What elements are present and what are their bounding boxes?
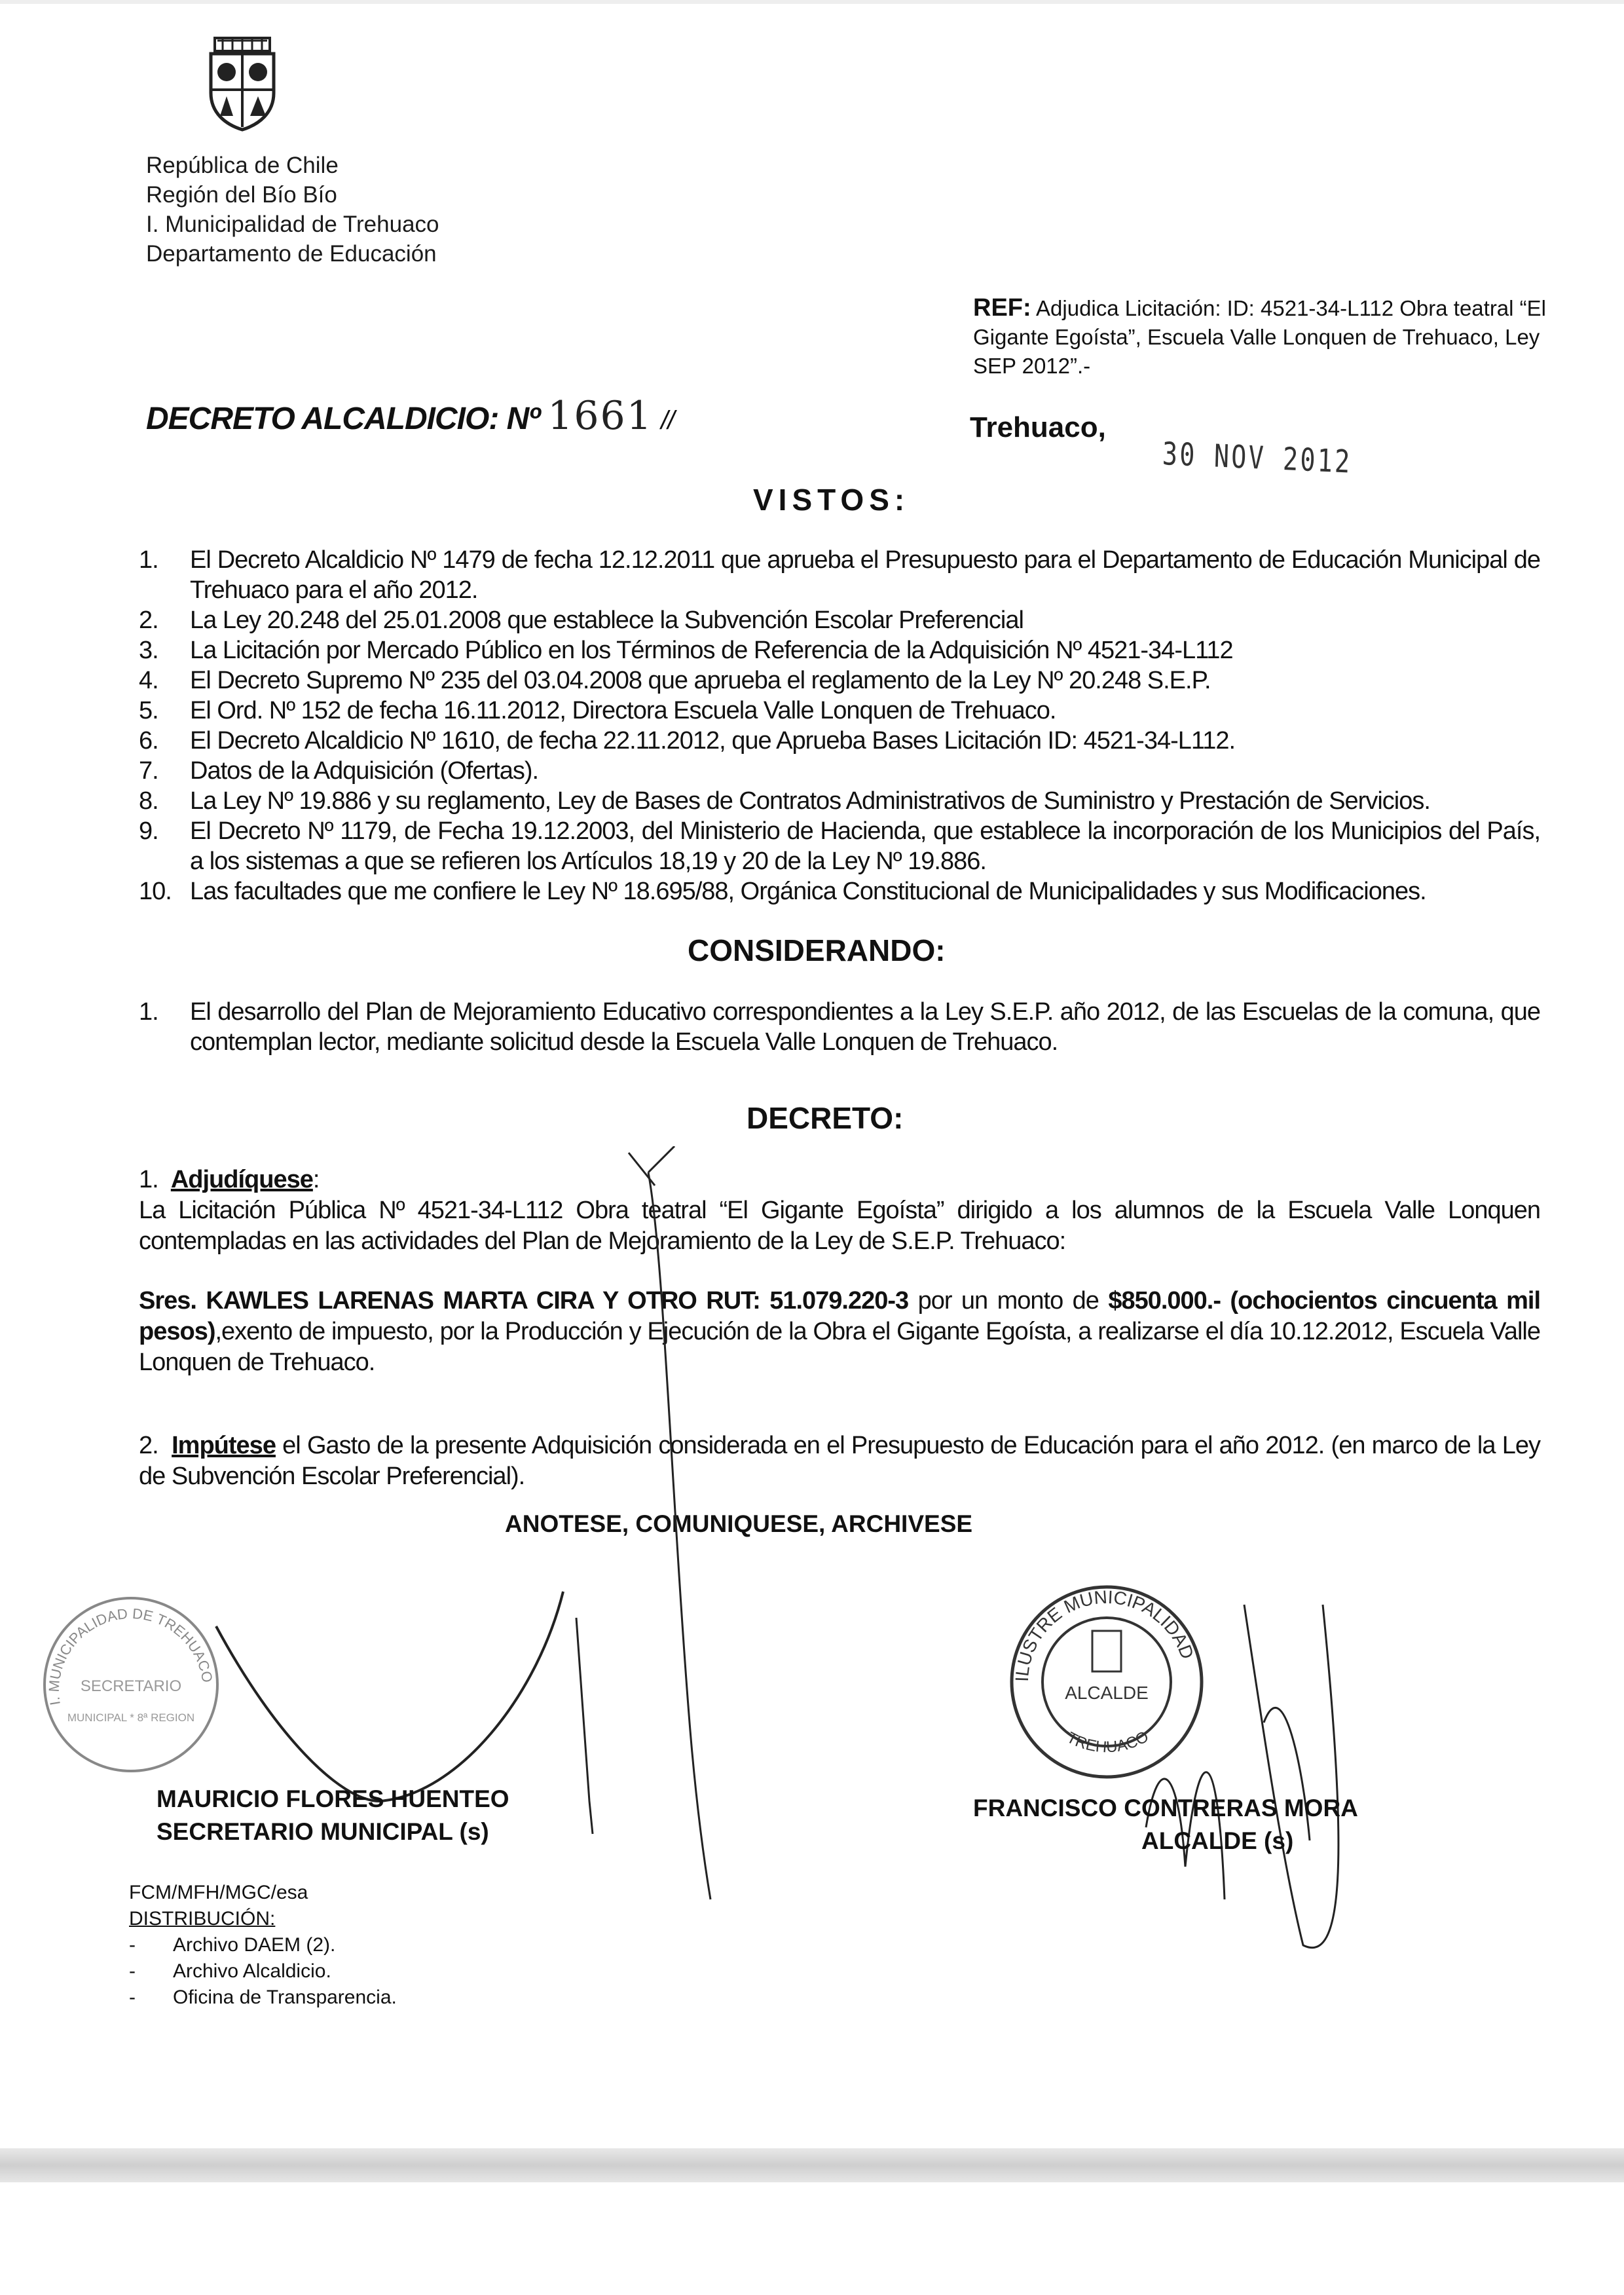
list-item (139, 696, 1540, 726)
article-body: La Licitación Pública Nº 4521-34-L112 Obra teatral “El Gigante Egoísta” dirigido a los alumnos de la Escuela Valle Lonquen contempladas en las actividades del Plan de Mejoramiento de la Ley de S.E.P. Trehuaco: (139, 1197, 1540, 1255)
item-text: La Licitación por Mercado Público en los Términos de Referencia de la Adquisición Nº 4521-34-L112 (190, 637, 1233, 664)
item-text: El desarrollo del Plan de Mejoramiento Educativo correspondientes a la Ley S.E.P. año 2012, de las Escuelas de la comuna, que contemplan lector, mediante solicitud desde la Escuela Valle Lonquen de Trehuaco. (190, 998, 1540, 1056)
svg-text:ILUSTRE MUNICIPALIDAD: ILUSTRE MUNICIPALIDAD (1011, 1586, 1198, 1683)
decree-number-handwritten: 1661 (547, 393, 653, 439)
scan-bottom-band (0, 2148, 1624, 2182)
item-number: 1. (139, 998, 158, 1026)
award-amount: $850.000.- (ochocientos cincuenta mil pesos) (139, 1287, 1540, 1345)
svg-text:SECRETARIO: SECRETARIO (80, 1677, 182, 1695)
scan-edge (0, 0, 1624, 4)
svg-text:I. MUNICIPALIDAD DE TREHUACO: I. MUNICIPALIDAD DE TREHUACO (45, 1605, 216, 1707)
list-item (139, 816, 1540, 876)
item-number: 7. (139, 757, 158, 785)
item-number: 4. (139, 667, 158, 694)
item-text: El Decreto Supremo Nº 235 del 03.04.2008 que aprueba el reglamento de la Ley Nº 20.248 S.E.P. (190, 667, 1211, 694)
item-number: 3. (139, 637, 158, 664)
city: Trehuaco, (970, 411, 1106, 443)
item-text: Datos de la Adquisición (Ofertas). (190, 757, 539, 785)
item-number: 1. (139, 546, 158, 574)
distribution-item: - Archivo DAEM (2). (129, 1934, 336, 1956)
list-item (139, 786, 1540, 816)
item-number: 2. (139, 606, 158, 634)
closing-formula: ANOTESE, COMUNIQUESE, ARCHIVESE (505, 1510, 973, 1537)
svg-text:ALCALDE: ALCALDE (1065, 1683, 1149, 1703)
item-number: 8. (139, 787, 158, 815)
distribution-item: - Oficina de Transparencia. (129, 1987, 397, 2008)
distribution-text: Oficina de Transparencia. (173, 1987, 397, 2008)
item-text: La Ley 20.248 del 25.01.2008 que establece la Subvención Escolar Preferencial (190, 606, 1024, 634)
header-line-country: República de Chile (146, 153, 339, 178)
initials: FCM/MFH/MGC/esa (129, 1882, 308, 1903)
item-text: La Ley Nº 19.886 y su reglamento, Ley de Bases de Contratos Administrativos de Suministro y Prestación de Servicios. (190, 787, 1430, 815)
article-colon: : (312, 1166, 320, 1193)
item-text: Las facultades que me confiere le Ley Nº 18.695/88, Orgánica Constitucional de Municipalidades y sus Modificaciones. (190, 878, 1426, 905)
item-number: 5. (139, 697, 158, 724)
item-number: 9. (139, 817, 158, 845)
distribution-text: Archivo Alcaldicio. (173, 1960, 331, 1982)
decree-suffix: // (661, 406, 674, 435)
mayor-role: ALCALDE (s) (1141, 1827, 1294, 1854)
secretary-name: MAURICIO FLORES HUENTEO (157, 1785, 509, 1812)
article-body: el Gasto de la presente Adquisición considerada en el Presupuesto de Educación para el año 2012. (en marco de la Ley de Subvención Escolar Preferencial). (139, 1432, 1540, 1490)
item-text: El Decreto Alcaldicio Nº 1610, de fecha 22.11.2012, que Aprueba Bases Licitación ID: 4521-34-L112. (190, 727, 1236, 755)
item-number: 10. (139, 878, 172, 905)
header-line-region: Región del Bío Bío (146, 182, 337, 208)
item-text: El Decreto Alcaldicio Nº 1479 de fecha 12.12.2011 que aprueba el Presupuesto para el Departamento de Educación Municipal de Trehuaco para el año 2012. (190, 546, 1540, 604)
header-line-municipality: I. Municipalidad de Trehuaco (146, 212, 439, 237)
item-text: El Decreto Nº 1179, de Fecha 19.12.2003, del Ministerio de Hacienda, que establece la incorporación de los Municipios del País, a los sistemas a que se refieren los Artículos 18,19 y 20 de la Ley Nº 19.886. (190, 817, 1540, 875)
list-item (139, 635, 1540, 665)
decree-title: DECRETO ALCALDICIO: Nº (146, 401, 540, 436)
svg-text:MUNICIPAL * 8ª REGION: MUNICIPAL * 8ª REGION (67, 1711, 195, 1724)
article-title: Adjudíquese (170, 1166, 313, 1193)
considerando-list (139, 997, 1540, 1057)
secretary-signature-block (157, 1783, 509, 1848)
footer (129, 1880, 397, 2011)
item-number: 6. (139, 727, 158, 755)
ref-label: REF: (973, 294, 1031, 322)
header-line-department: Departamento de Educación (146, 241, 437, 267)
mayor-signature-block (973, 1792, 1358, 1857)
list-item (139, 876, 1540, 906)
secretary-role: SECRETARIO MUNICIPAL (s) (157, 1818, 489, 1845)
decreto-heading: DECRETO: (747, 1101, 904, 1135)
vistos-heading: VISTOS: (753, 483, 910, 517)
svg-text:TREHUACO: TREHUACO (1063, 1727, 1152, 1757)
award-connector: por un monto de (908, 1287, 1109, 1315)
distribution-label: DISTRIBUCIÓN: (129, 1908, 276, 1930)
awardee: Sres. KAWLES LARENAS MARTA CIRA Y OTRO RUT: 51.079.220-3 (139, 1287, 909, 1315)
distribution-text: Archivo DAEM (2). (173, 1934, 336, 1956)
list-item (139, 545, 1540, 605)
list-item (139, 726, 1540, 756)
considerando-heading: CONSIDERANDO: (688, 933, 946, 967)
date-stamp: 30 NOV 2012 (1162, 436, 1353, 481)
award-details: ,exento de impuesto, por la Producción y Ejecución de la Obra el Gigante Egoísta, a realizarse el día 10.12.2012, Escuela Valle Lonquen de Trehuaco. (139, 1318, 1540, 1376)
list-item (139, 665, 1540, 696)
ref-text: Adjudica Licitación: ID: 4521-34-L112 Obra teatral “El Gigante Egoísta”, Escuela Valle Lonquen de Trehuaco, Ley SEP 2012”.- (973, 296, 1546, 378)
article-number: 1. (139, 1166, 158, 1193)
decree-number-line (146, 393, 674, 439)
vistos-list (139, 545, 1540, 906)
distribution-item: - Archivo Alcaldicio. (129, 1960, 331, 1982)
list-item (139, 756, 1540, 786)
item-text: El Ord. Nº 152 de fecha 16.11.2012, Directora Escuela Valle Lonquen de Trehuaco. (190, 697, 1056, 724)
article-title: Impútese (172, 1432, 276, 1459)
article-number: 2. (139, 1432, 158, 1459)
reference-block (973, 293, 1549, 381)
list-item (139, 605, 1540, 635)
institution-header (146, 151, 439, 269)
coat-of-arms-logo (203, 34, 282, 132)
mayor-name: FRANCISCO CONTRERAS MORA (973, 1795, 1358, 1821)
list-item (139, 997, 1540, 1057)
